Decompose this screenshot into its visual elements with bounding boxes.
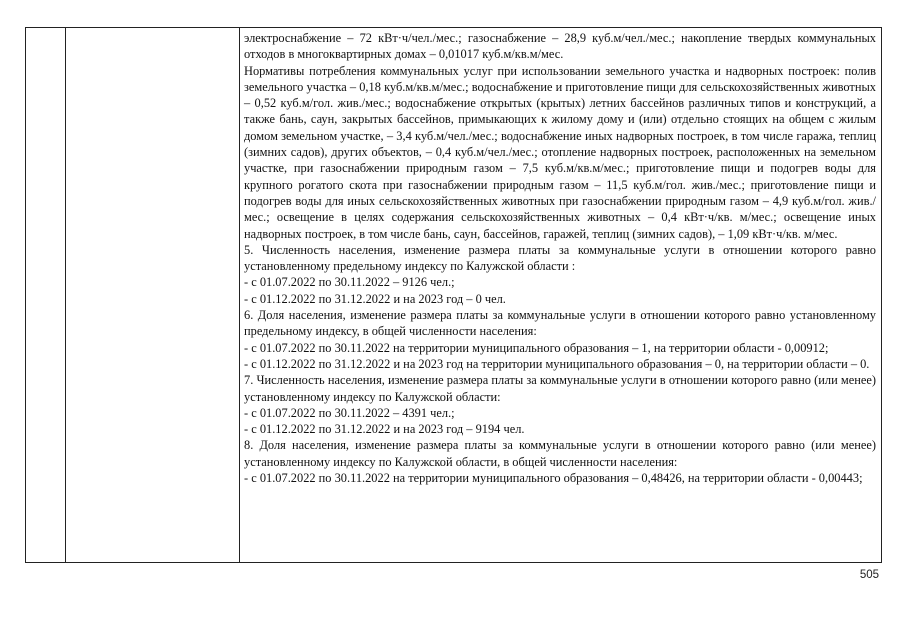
page-number: 505 bbox=[859, 569, 879, 581]
paragraph-section-6-item-1: - с 01.07.2022 по 30.11.2022 на территории муниципального образования – 1, на территории области - 0,00912; bbox=[244, 340, 829, 355]
table-column-number bbox=[26, 28, 66, 562]
paragraph-section-7-item-1: - с 01.07.2022 по 30.11.2022 – 4391 чел.; bbox=[244, 405, 455, 420]
paragraph-section-5-item-1: - с 01.07.2022 по 30.11.2022 – 9126 чел.; bbox=[244, 275, 455, 290]
table-column-content bbox=[240, 28, 881, 562]
paragraph-section-7-item-2: - с 01.12.2022 по 31.12.2022 и на 2023 год – 9194 чел. bbox=[244, 422, 525, 437]
paragraph-section-5-item-2: - с 01.12.2022 по 31.12.2022 и на 2023 год – 0 чел. bbox=[244, 291, 506, 306]
paragraph-utility-norms: электроснабжение – 72 кВт·ч/чел./мес.; газоснабжение – 28,9 куб.м/чел./мес.; накопление твердых коммунальных отходов в многоквартирных домах – 0,01017 куб.м/кв.м/мес. bbox=[244, 31, 876, 62]
paragraph-section-7: 7. Численность населения, изменение размера платы за коммунальные услуги в отношении которого равно (или менее) установленному индексу по Калужской области: bbox=[244, 373, 876, 404]
document-table bbox=[25, 27, 882, 563]
paragraph-section-8: 8. Доля населения, изменение размера платы за коммунальные услуги в отношении которого равно (или менее) установленному индексу по Калужской области, в общей численности населения: bbox=[244, 438, 876, 469]
table-column-name bbox=[66, 28, 240, 562]
paragraph-section-6-item-2: - с 01.12.2022 по 31.12.2022 и на 2023 год на территории муниципального образования – 0, на территории области – 0. bbox=[244, 356, 870, 371]
paragraph-section-6: 6. Доля населения, изменение размера платы за коммунальные услуги в отношении которого равно установленному предельному индексу, в общей численности населения: bbox=[244, 308, 876, 339]
paragraph-section-8-item-1: - с 01.07.2022 по 30.11.2022 на территории муниципального образования – 0,48426, на территории области - 0,00443; bbox=[244, 471, 863, 486]
paragraph-section-5: 5. Численность населения, изменение размера платы за коммунальные услуги в отношении которого равно установленному предельному индексу по Калужской области : bbox=[244, 242, 876, 274]
paragraph-land-plot-norms: Нормативы потребления коммунальных услуг при использовании земельного участка и надворных построек: полив земельного участка – 0,18 куб.м/кв.м/мес.; водоснабжение и приготовление пищи для сельскохозяйственных животных – 0,52 куб.м/гол. жив./мес.; водоснабжение открытых (крытых) летних бассейнов различных типов и конструкций, а также бань, саун, закрытых бассейнов, примыкающих к жилому дому и (или) отдельно стоящих на общем с жилым домом земельном участке, – 3,4 куб.м/чел./мес.; водоснабжение иных надворных построек, в том числе гаража, теплиц (зимних садов), других объектов, – 0,4 куб.м/чел./мес.; отопление надворных построек, расположенных на земельном участке, при газоснабжении природным газом – 7,5 куб.м/кв.м/мес.; приготовление пищи и подогрев воды для крупного рогатого скота при газоснабжении природным газом – 11,5 куб.м/гол. жив./мес.; приготовление пищи и подогрев воды для иных сельскохозяйственных животных при газоснабжении природным газом – 4,9 куб.м/гол. жив./мес.; освещение в целях содержания сельскохозяйственных животных – 0,4 кВт·ч/кв. м/мес.; освещение иных надворных построек, в том числе бань, саун, бассейнов, гаражей, теплиц (зимних садов), – 1,09 кВт·ч/кв. м/мес. bbox=[244, 63, 876, 241]
